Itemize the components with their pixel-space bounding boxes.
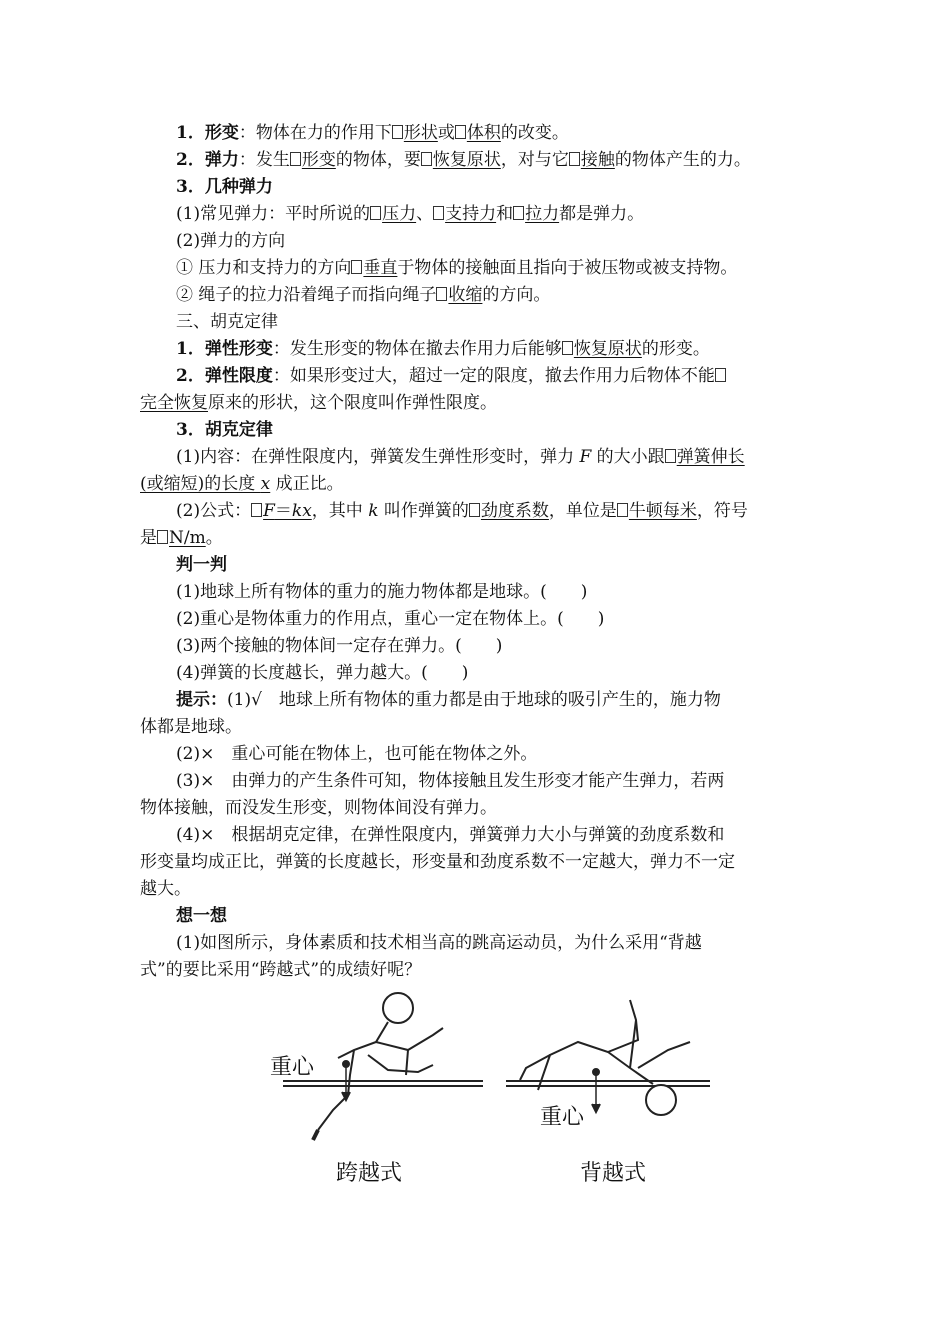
text: 的形变。 <box>641 339 710 359</box>
answer-text: 牛顿每米 <box>628 501 697 521</box>
symbol-kx: kx <box>291 501 312 521</box>
answer-text: 支持力 <box>445 204 497 224</box>
section-kinds-of-elastic-force <box>140 174 812 201</box>
answer-restore-shape <box>562 339 642 359</box>
document-body <box>140 120 812 984</box>
hint-3-line-2: 物体接触，而没发生形变，则物体间没有弹力。 <box>140 798 497 818</box>
text: 是 <box>140 528 157 548</box>
text: 成正比。 <box>270 474 344 494</box>
blank-box-icon <box>617 503 628 517</box>
elastic-limit-line-2 <box>140 390 812 417</box>
hint-line-1 <box>140 687 812 714</box>
think-title: 想一想 <box>176 906 227 926</box>
hooke-formula-line-1 <box>140 498 812 525</box>
answer-text: 收缩 <box>448 285 483 305</box>
term-hooke-law: 胡克定律 <box>204 420 273 440</box>
answer-restore <box>421 150 501 170</box>
item-number: 3． <box>176 420 205 440</box>
blank-box-icon <box>157 530 168 544</box>
answer-contract <box>436 285 482 305</box>
hooke-formula-line-2 <box>140 525 812 552</box>
answer-spring-extension-cont <box>140 474 270 494</box>
text: (2)弹力的方向 <box>176 231 286 251</box>
term-elastic-deformation: 弹性形变 <box>204 339 273 359</box>
right-caption: 背越式 <box>580 1161 647 1186</box>
term-deformation: 形变 <box>204 123 239 143</box>
text: ① 压力和支持力的方向 <box>176 258 352 278</box>
left-caption: 跨越式 <box>336 1161 403 1186</box>
hint-label: 提示： <box>176 690 227 710</box>
blank-box-icon <box>433 206 444 220</box>
blank-box-icon <box>421 152 432 166</box>
answer-unit <box>617 501 697 521</box>
answer-text: 恢复原状 <box>432 150 501 170</box>
term-elastic-limit: 弹性限度 <box>204 366 273 386</box>
heading-hooke: 三、胡克定律 <box>176 312 278 332</box>
answer-text: 接触 <box>580 150 615 170</box>
blank-box-icon <box>513 206 524 220</box>
item-number: 1． <box>176 123 205 143</box>
answer-text: 恢复原状 <box>573 339 642 359</box>
think-q1-line-2: 式”的要比采用“跨越式”的成绩好呢？ <box>140 960 422 980</box>
blank-box-icon <box>351 260 362 274</box>
text: (1)常见弹力：平时所说的 <box>176 204 371 224</box>
text: 于物体的接触面且指向于被压物或被支持物。 <box>397 258 738 278</box>
answer-text: 拉力 <box>525 204 560 224</box>
answer-text: 劲度系数 <box>480 501 549 521</box>
item-number: 2． <box>176 366 205 386</box>
symbol-x: x <box>260 474 271 494</box>
hooke-content-line-2 <box>140 471 812 498</box>
direction-item-2 <box>140 282 812 309</box>
symbol-F: F <box>579 447 592 467</box>
answer-text: 垂直 <box>363 258 398 278</box>
symbol-F: F <box>263 501 275 521</box>
section-deformation <box>140 120 812 147</box>
answer-shape <box>392 123 438 143</box>
answer-full-restore-start <box>715 366 727 386</box>
text: 的物体产生的力。 <box>614 150 751 170</box>
text: ，对与它 <box>500 150 569 170</box>
blank-box-icon <box>469 503 480 517</box>
hooke-content-line-1 <box>140 444 812 471</box>
high-jump-illustration <box>258 980 728 1200</box>
high-jump-figure <box>258 980 728 1200</box>
text: ：发生形变的物体在撤去作用力后能够 <box>272 339 562 359</box>
common-elastic-forces <box>140 201 812 228</box>
section-elastic-force <box>140 147 812 174</box>
text: 的物体，要 <box>335 150 421 170</box>
answer-text: 体积 <box>466 123 501 143</box>
direction-heading <box>140 228 812 255</box>
text: ：如果形变过大，超过一定的限度，撤去作用力后物体不能 <box>272 366 715 386</box>
equals-sign: ＝ <box>274 501 292 521</box>
answer-text: 形变 <box>301 150 336 170</box>
hint-2: (2)× 重心可能在物体上，也可能在物体之外。 <box>176 744 538 764</box>
answer-contact <box>569 150 615 170</box>
blank-box-icon <box>562 341 573 355</box>
hint-text: (1)√ 地球上所有物体的重力都是由于地球的吸引产生的，施力物 <box>227 690 721 710</box>
blank-box-icon <box>665 449 676 463</box>
answer-spring-extension <box>665 447 745 467</box>
text: 或 <box>437 123 455 143</box>
answer-text: 弹簧伸长 <box>676 447 745 467</box>
text: 、 <box>416 204 434 224</box>
text: 都是弹力。 <box>559 204 645 224</box>
hint-3-line-1: (3)× 由弹力的产生条件可知，物体接触且发生形变才能产生弹力，若两 <box>176 771 725 791</box>
answer-perpendicular <box>351 258 397 278</box>
item-number: 2． <box>176 150 205 170</box>
blank-box-icon <box>251 503 262 517</box>
text: 的大小跟 <box>591 447 665 467</box>
text: ，符号 <box>696 501 748 521</box>
elastic-limit-line-1 <box>140 363 812 390</box>
text: (2)公式： <box>176 501 252 521</box>
answer-text: 形状 <box>403 123 438 143</box>
item-number: 3． <box>176 177 205 197</box>
answer-stiffness <box>469 501 549 521</box>
answer-tension <box>513 204 559 224</box>
answer-pressure <box>370 204 416 224</box>
right-cog-label: 重心 <box>540 1105 585 1130</box>
term-kinds: 几种弹力 <box>204 177 273 197</box>
hint-4-line-2: 形变量均成正比，弹簧的长度越长，形变量和劲度系数不一定越大，弹力不一定 <box>140 852 735 872</box>
judge-q3: (3)两个接触的物体间一定存在弹力。( ) <box>176 636 503 656</box>
text: 叫作弹簧的 <box>378 501 469 521</box>
answer-text: 压力 <box>382 204 417 224</box>
text: 和 <box>496 204 514 224</box>
text: 的方向。 <box>482 285 551 305</box>
blank-box-icon <box>392 125 403 139</box>
judge-title: 判一判 <box>176 555 227 575</box>
judge-q2: (2)重心是物体重力的作用点，重心一定在物体上。( ) <box>176 609 605 629</box>
text: ：发生 <box>238 150 290 170</box>
flop-jumper-drawing <box>506 1000 710 1115</box>
answer-symbol <box>157 528 206 548</box>
answer-volume <box>455 123 501 143</box>
text: 。 <box>205 528 223 548</box>
text: 的改变。 <box>500 123 569 143</box>
text: (1)内容：在弹性限度内，弹簧发生弹性形变时，弹力 <box>176 447 580 467</box>
hint-4-line-3: 越大。 <box>140 879 191 899</box>
term-elastic-force: 弹力 <box>204 150 239 170</box>
blank-box-icon <box>715 368 726 382</box>
left-cog-label: 重心 <box>270 1055 315 1080</box>
text: 原来的形状，这个限度叫作弹性限度。 <box>208 393 497 413</box>
answer-formula <box>251 501 312 521</box>
blank-box-icon <box>455 125 466 139</box>
text: ，单位是 <box>548 501 617 521</box>
answer-support <box>433 204 496 224</box>
text: ：物体在力的作用下 <box>238 123 392 143</box>
hint-4-line-1: (4)× 根据胡克定律，在弹性限度内，弹簧弹力大小与弹簧的劲度系数和 <box>176 825 725 845</box>
item-number: 1． <box>176 339 205 359</box>
hooke-law-heading <box>140 417 812 444</box>
answer-text: (或缩短)的长度 <box>140 474 261 494</box>
judge-q4: (4)弹簧的长度越长，弹力越大。( ) <box>176 663 469 683</box>
blank-box-icon <box>569 152 580 166</box>
direction-item-1 <box>140 255 812 282</box>
answer-deform <box>290 150 336 170</box>
blank-box-icon <box>436 287 447 301</box>
hint-line-2: 体都是地球。 <box>140 717 242 737</box>
text: ② 绳子的拉力沿着绳子而指向绳子 <box>176 285 437 305</box>
answer-full-restore: 完全恢复 <box>140 393 208 413</box>
text: ，其中 <box>311 501 369 521</box>
think-q1-line-1: (1)如图所示，身体素质和技术相当高的跳高运动员，为什么采用“背越 <box>176 933 702 953</box>
elastic-deformation <box>140 336 812 363</box>
symbol-k: k <box>368 501 379 521</box>
judge-q1: (1)地球上所有物体的重力的施力物体都是地球。( ) <box>176 582 588 602</box>
blank-box-icon <box>290 152 301 166</box>
blank-box-icon <box>370 206 381 220</box>
answer-text: N/m <box>169 528 206 548</box>
